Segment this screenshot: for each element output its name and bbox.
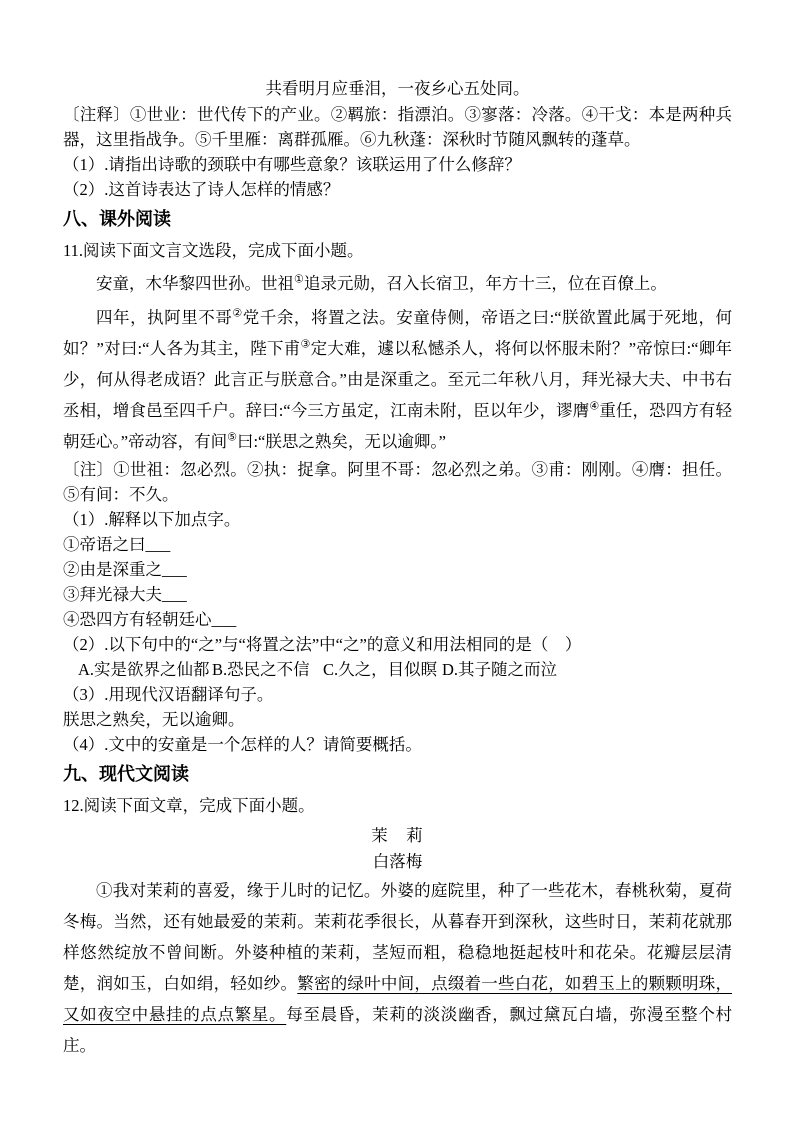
q11-sub1: （1）.解释以下加点字。 [63, 510, 241, 529]
footnote-marker-3: ③ [300, 338, 311, 351]
essay-author: 白落梅 [372, 852, 423, 871]
poem-line: 共看明月应垂泪，一夜乡心五处同。 [265, 79, 530, 98]
q11-sub1-blank-3: ③拜光禄大夫___ [63, 585, 187, 604]
classical-p2-seg3: 定大难，遽以私憾杀人，将何以怀服未附？”帝惊曰:“卿年少，何从得老成语？此言正与朕意合。”由是深重之。至元二年秋八月，拜光禄大夫、中书右丞相，增食邑至四千户。辞曰:“今三方虽定，江南未附，臣以年少，谬膺 [63, 339, 732, 420]
option-d: D.其子随之而泣 [442, 660, 558, 679]
essay-p1-seg3: 每至晨昏，茉莉的淡淡幽香，飘过黛瓦白墙，弥漫至整个村庄。 [63, 1005, 733, 1055]
poem-question-1: （1）.请指出诗歌的颈联中有哪些意象？该联运用了什么修辞？ [63, 155, 521, 174]
classical-p2-seg4: 重任，恐四方有轻朝廷心。”帝动容，有间 [63, 401, 732, 451]
q11-sub1-blank-4: ④恐四方有轻朝廷心___ [63, 610, 237, 629]
question-12-intro: 12.阅读下面文章，完成下面小题。 [63, 796, 315, 815]
classical-p1-seg2: 追录元勋，召入长宿卫，年方十三，位在百僚上。 [303, 274, 667, 293]
q11-sub3-sentence: 朕思之熟矣，无以逾卿。 [63, 710, 245, 729]
classical-text-paragraph-2 [63, 302, 732, 457]
essay-p1-seg1: ①我对茉莉的喜爱，缘于儿时的记忆。外婆的庭院里，种了一些花木，春桃秋菊，夏荷冬梅。当然，还有她最爱的茉莉。茉莉花季很长，从暮春开到深秋，这些时日，茉莉花就那样悠然绽放不曾间断。外婆种植的茉莉，茎短而粗，稳稳地挺起枝叶和花朵。花瓣层层清楚，润如玉，白如绢，轻如纱。 [63, 881, 732, 993]
q11-sub1-blank-2: ②由是深重之___ [63, 560, 187, 579]
classical-p2-seg5: 曰:“朕思之熟矣，无以逾卿。” [236, 432, 446, 451]
footnote-marker-1: ① [294, 273, 304, 286]
footnote-marker-4: ④ [589, 400, 600, 413]
q11-sub2-options [63, 657, 732, 682]
essay-title: 茉 莉 [371, 826, 424, 845]
section-heading-extracurricular-reading: 八、课外阅读 [63, 209, 171, 229]
option-b: B.恐民之不信 [212, 660, 310, 679]
section-heading-modern-text-reading: 九、现代文阅读 [63, 764, 189, 784]
classical-text-footnotes: 〔注〕①世祖：忽必烈。②执：捉拿。阿里不哥：忽必烈之弟。③甫：刚刚。④膺：担任。⑤有间：不久。 [63, 460, 732, 504]
footnote-marker-5: ⑤ [227, 431, 237, 444]
classical-text-paragraph-1 [63, 268, 732, 299]
poem-question-2: （2）.这首诗表达了诗人怎样的情感？ [63, 180, 340, 199]
classical-p2-seg1: 四年，执阿里不哥 [96, 308, 233, 327]
option-c: C.久之，目似瞑 [323, 660, 438, 679]
q11-sub2: （2）.以下句中的“之”与“将置之法”中“之”的意义和用法相同的是（ ） [63, 635, 582, 654]
essay-paragraph-1 [63, 875, 732, 1061]
footnote-marker-2: ② [232, 307, 243, 320]
classical-p2-seg2: 党千余，将置之法。安童侍侧，帝语之曰:“朕欲置此属于死地，何如？”对曰:“人各为其主，陛下甫 [63, 308, 732, 358]
question-11-intro: 11.阅读下面文言文选段，完成下面小题。 [63, 241, 364, 260]
poem-annotations: 〔注释〕①世业：世代传下的产业。②羁旅：指漂泊。③寥落：冷落。④干戈：本是两种兵器，这里指战争。⑤千里雁：离群孤雁。⑥九秋蓬：深秋时节随风飘转的蓬草。 [63, 105, 732, 149]
essay-p1-underlined-sentence: 繁密的绿叶中间，点缀着一些白花，如碧玉上的颗颗明珠，又如夜空中悬挂的点点繁星。 [63, 974, 733, 1024]
q11-sub4: （4）.文中的安童是一个怎样的人？请简要概括。 [63, 735, 422, 754]
option-a: A.实是欲界之仙都 [78, 660, 210, 679]
q11-sub1-blank-1: ①帝语之曰___ [63, 535, 171, 554]
q11-sub3: （3）.用现代汉语翻译句子。 [63, 685, 274, 704]
classical-p1-seg1: 安童，木华黎四世孙。世祖 [96, 274, 294, 293]
